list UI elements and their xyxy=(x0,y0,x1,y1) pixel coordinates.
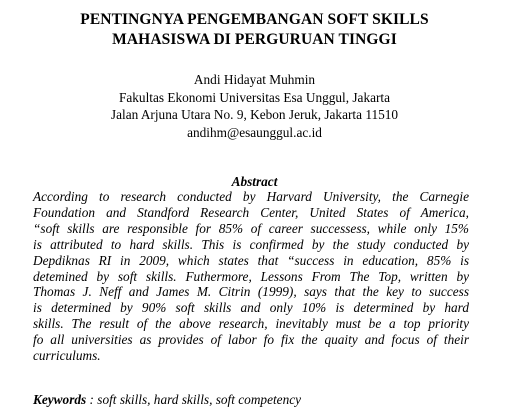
author-email: andihm@esaunggul.ac.id xyxy=(187,124,322,140)
abstract-line: skills. The result of the above research, inevitably must be a top priority xyxy=(33,316,469,332)
author-affiliation: Fakultas Ekonomi Universitas Esa Unggul, Jakarta xyxy=(118,89,391,105)
abstract-line: Depdiknas RI in 2009, which states that “success in education, 85% is xyxy=(33,252,469,268)
title-line-2: MAHASISWA DI PERGURUAN TINGGI xyxy=(112,31,397,48)
paper-title xyxy=(0,10,509,50)
author-name: Andi Hidayat Muhmin xyxy=(193,72,316,87)
author-address: Jalan Arjuna Utara No. 9, Kebon Jeruk, Jakarta 11510 xyxy=(110,107,399,122)
abstract-line: Foundation and Standford Research Center, United States of America, xyxy=(33,204,469,220)
keywords-line xyxy=(33,391,301,408)
keywords-text: soft skills, hard skills, soft competency xyxy=(97,392,302,407)
abstract-line: is attributed to hard skills. This is confirmed by the study conducted by xyxy=(33,236,469,252)
title-line-1: PENTINGNYA PENGEMBANGAN SOFT SKILLS xyxy=(80,11,429,28)
author-block xyxy=(0,71,509,141)
abstract-line: curriculums. xyxy=(33,348,101,364)
keywords-label: Keywords xyxy=(33,392,87,407)
abstract-body xyxy=(33,189,469,364)
abstract-line: Thomas J. Neff and James M. Citrin (1999), says that the key to success xyxy=(33,284,469,300)
abstract-line: fo all universities as provides of labor fo fix the quaity and focus of their xyxy=(33,332,469,348)
keywords-separator: : xyxy=(86,392,98,407)
abstract-heading: Abstract xyxy=(231,174,278,189)
abstract-line: “soft skills are responsible for 85% of career successess, while only 15% xyxy=(33,220,469,236)
abstract-line: is determined by 90% soft skills and only 10% is determined by hard xyxy=(33,300,469,316)
abstract-line: detemined by soft skills. Futhermore, Lessons From The Top, written by xyxy=(33,268,469,284)
abstract-line: According to research conducted by Harvard University, the Carnegie xyxy=(33,189,469,204)
